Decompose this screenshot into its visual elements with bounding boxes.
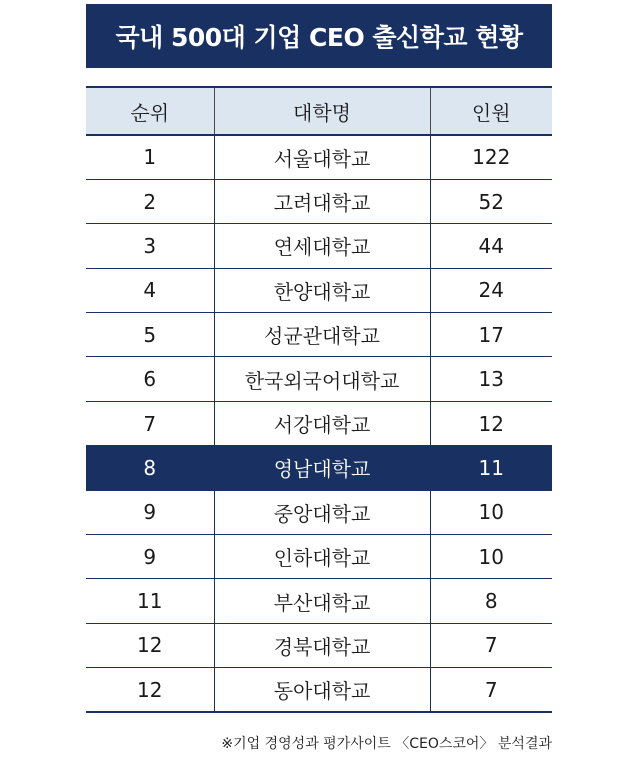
table-row [86,268,552,312]
header-count: 인원 [430,87,552,135]
source-footnote: ※기업 경영성과 평가사이트 〈CEO스코어〉 분석결과 [221,736,552,752]
table-row [86,357,552,401]
cell-count: 10 [430,535,552,579]
cell-count: 7 [430,623,552,667]
cell-count: 12 [430,401,552,445]
cell-rank: 5 [143,322,157,347]
cell-rank: 11 [137,589,163,614]
cell-university: 서강대학교 [214,401,430,445]
cell-university: 서울대학교 [214,135,430,179]
cell-count: 122 [430,135,552,179]
table-row [86,224,552,268]
header-university: 대학명 [214,87,430,135]
table-row-highlighted [86,446,552,490]
title-banner [86,4,552,68]
table-row [86,401,552,445]
cell-rank: 1 [143,145,157,170]
table-header-row [86,87,552,135]
page-title: 국내 500대 기업 CEO 출신학교 현황 [115,23,523,52]
cell-university: 중앙대학교 [214,490,430,534]
table-row [86,623,552,667]
cell-count: 13 [430,357,552,401]
header-rank: 순위 [130,100,170,125]
cell-count: 11 [430,446,552,490]
cell-count: 7 [430,668,552,712]
cell-rank: 12 [137,633,163,658]
cell-rank: 4 [143,278,157,303]
cell-rank: 9 [143,500,157,525]
cell-rank: 3 [143,233,157,258]
cell-rank: 12 [137,677,163,702]
cell-rank: 8 [143,455,157,480]
cell-rank: 9 [143,544,157,569]
cell-count: 17 [430,313,552,357]
cell-university: 연세대학교 [214,224,430,268]
cell-university: 영남대학교 [214,446,430,490]
cell-count: 8 [430,579,552,623]
cell-university: 부산대학교 [214,579,430,623]
table-row [86,490,552,534]
cell-count: 10 [430,490,552,534]
table-row [86,535,552,579]
cell-university: 성균관대학교 [214,313,430,357]
cell-rank: 7 [143,411,157,436]
table-row [86,313,552,357]
cell-rank: 2 [143,189,157,214]
cell-university: 고려대학교 [214,179,430,223]
ceo-university-table [86,86,552,713]
cell-count: 52 [430,179,552,223]
table-row [86,668,552,712]
table-row [86,579,552,623]
cell-count: 44 [430,224,552,268]
cell-university: 한국외국어대학교 [214,357,430,401]
table-row [86,135,552,179]
cell-university: 한양대학교 [214,268,430,312]
cell-count: 24 [430,268,552,312]
table-row [86,179,552,223]
cell-university: 인하대학교 [214,535,430,579]
cell-university: 동아대학교 [214,668,430,712]
cell-rank: 6 [143,367,157,392]
cell-university: 경북대학교 [214,623,430,667]
